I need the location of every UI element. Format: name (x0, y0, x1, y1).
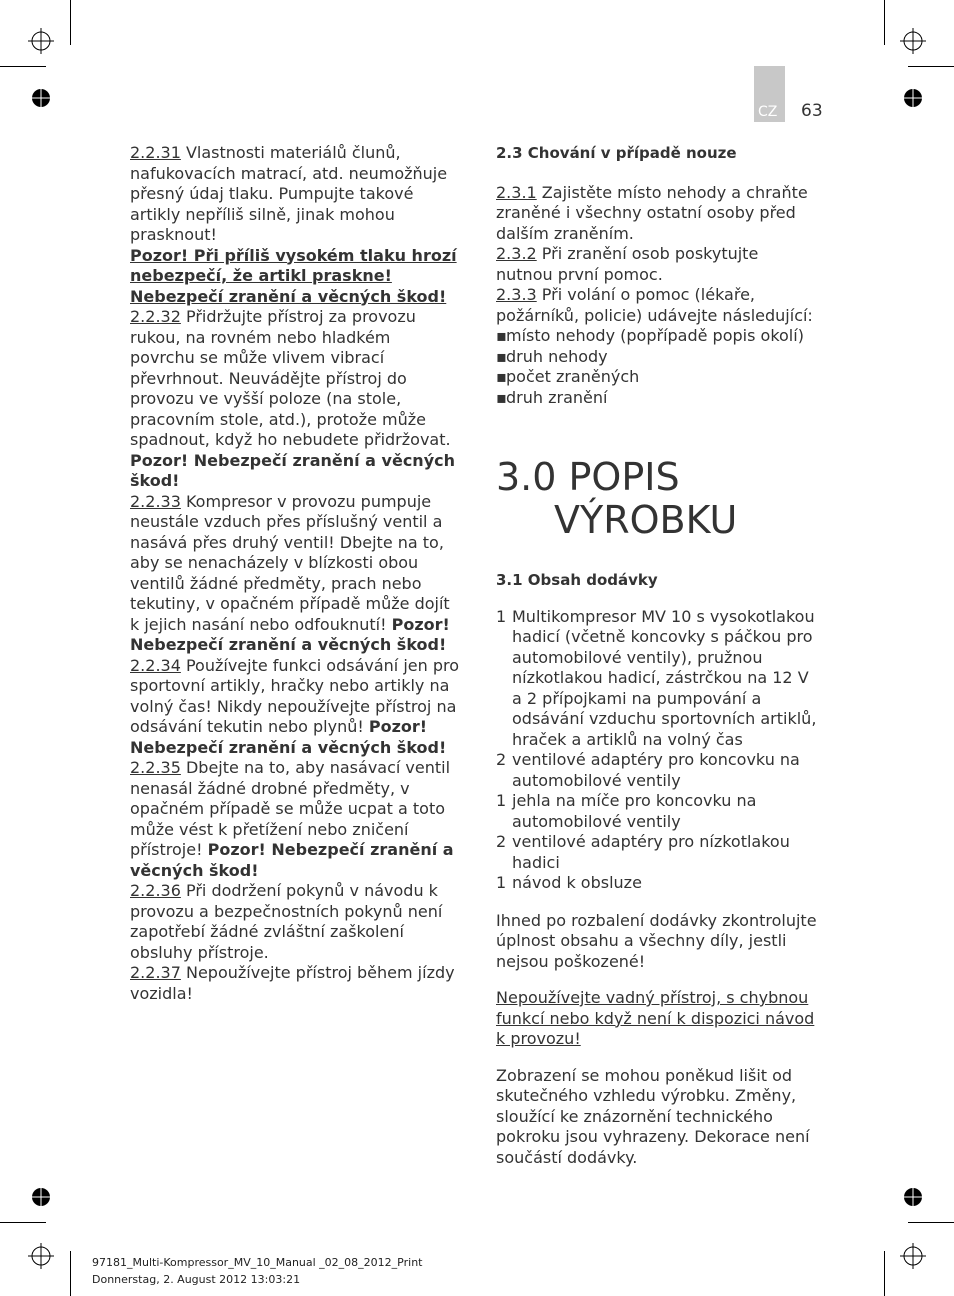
crop-mark (908, 1222, 954, 1223)
paragraph-2-3-1 (496, 183, 818, 245)
paragraph-2-2-34 (130, 656, 460, 759)
list-item (496, 607, 818, 751)
paragraph-text: Při volání o pomoc (lékaře, požárníků, policie) udávejte následující: (496, 285, 813, 325)
warning-text: Pozor! Nebezpečí zranění a věcných škod! (130, 840, 454, 880)
note-paragraph: Zobrazení se mohou poněkud lišit od skutečného vzhledu výrobku. Změny, sloužící ke znázornění technického pokroku jsou vyhrazeny. Dekorace není součástí dodávky. (496, 1065, 810, 1167)
section-number: 2.2.37 (130, 963, 181, 982)
bullet-icon: ▪ (496, 326, 507, 345)
section-number: 2.2.33 (130, 491, 181, 511)
quantity: 1 (496, 791, 507, 810)
paragraph-text: Přidržujte přístroj za provozu rukou, na rovném nebo hladkém povrchu se může vlivem vibrací převrhnout. Neuvádějte přístroj do provozu ve vyšší poloze (na stole, pracovním stole, atd.), protože může spadnout, když ho nebudete přidržovat. (130, 307, 451, 449)
paragraph-2-2-35 (130, 758, 460, 881)
chapter-title-line: VÝROBKU (554, 498, 738, 542)
warning-paragraph: Nepoužívejte vadný přístroj, s chybnou funkcí nebo když není k dispozici návod k provozu! (496, 988, 815, 1048)
registration-mark-icon (900, 1243, 926, 1269)
footer-date-line: Donnerstag, 2. August 2012 13:03:21 (92, 1273, 301, 1286)
crop-mark (884, 1251, 885, 1296)
emergency-bullet-list (496, 326, 818, 408)
quantity: 2 (496, 832, 507, 851)
chapter-title (496, 456, 818, 542)
crop-mark (884, 0, 885, 45)
quantity: 1 (496, 606, 507, 626)
paragraph-text: Dbejte na to, aby nasávací ventil nenasál žádné drobné předměty, v opačném případě se může ucpat a toto může vést k přetížení nebo zničení přístroje! (130, 758, 451, 859)
language-tab (754, 66, 785, 122)
paragraph-2-3-2 (496, 244, 818, 285)
list-item-text: Multikompresor MV 10 s vysokotlakou hadicí (včetně koncovky s páčkou pro automobilové ventily), pružnou nízkotlakou hadicí, zástrčkou na 12 V a 2 přípojkami na pumpování a odsávání vzduchu sportovních artiklů, hraček a artiklů na volný čas (512, 606, 817, 749)
warning-text: Pozor! Nebezpečí zranění a věcných škod! (130, 450, 455, 490)
registration-dot-icon (30, 1186, 52, 1208)
paragraph-2-2-37 (130, 963, 460, 1004)
section-number: 2.2.32 (130, 307, 181, 326)
paragraph-2-2-32 (130, 307, 460, 492)
registration-dot-icon (902, 87, 924, 109)
right-column (496, 143, 818, 1168)
left-column (130, 143, 460, 1004)
list-item (496, 367, 818, 388)
crop-mark (0, 1222, 46, 1223)
list-item-text: druh nehody (506, 346, 608, 366)
section-number: 2.3.1 (496, 182, 537, 202)
section-number: 2.3.3 (496, 285, 537, 304)
paragraph-2-2-36 (130, 881, 460, 963)
paragraph-text: Při zranění osob poskytujte nutnou první pomoc. (496, 244, 759, 284)
crop-mark (908, 66, 954, 67)
paragraph-2-2-31 (130, 143, 460, 246)
registration-dot-icon (902, 1186, 924, 1208)
paragraph-text: Nepoužívejte přístroj během jízdy vozidla! (130, 963, 455, 1003)
paragraph-text: Zajistěte místo nehody a chraňte zraněné i všechny ostatní osoby před dalším zraněním. (496, 182, 808, 243)
paragraph-text: Používejte funkci odsávání jen pro sportovní artikly, hračky nebo artikly na volný čas! Nikdy nepoužívejte přístroj na odsávání tekutin nebo plynů! (130, 655, 460, 736)
section-heading-contents: 3.1 Obsah dodávky (496, 571, 658, 589)
list-item-text: návod k obsluze (512, 873, 642, 892)
warning-text: Pozor! Při příliš vysokém tlaku hrozí nebezpečí, že artikl praskne! Nebezpečí zranění a věcných škod! (130, 245, 457, 306)
page-number: 63 (801, 101, 823, 121)
contents-list (496, 607, 818, 894)
language-code: CZ (758, 104, 778, 120)
section-number: 2.2.35 (130, 758, 181, 777)
list-item (496, 873, 818, 894)
warning-text: Pozor! Nebezpečí zranění a věcných škod! (130, 717, 447, 757)
section-number: 2.3.2 (496, 244, 537, 263)
registration-mark-icon (28, 28, 54, 54)
paragraph-text: Vlastnosti materiálů člunů, nafukovacích matrací, atd. neumožňuje přesný údaj tlaku. Pumpujte takové artikly nepříliš silně, jinak mohou prasknout! (130, 143, 448, 244)
warning-text: Pozor! Nebezpečí zranění a věcných škod! (130, 614, 450, 654)
list-item-text: počet zraněných (506, 367, 640, 386)
print-footer (92, 1254, 422, 1288)
registration-mark-icon (28, 1243, 54, 1269)
footer-file-line: 97181_Multi-Kompressor_MV_10_Manual _02_08_2012_Print (92, 1256, 423, 1269)
registration-mark-icon (900, 28, 926, 54)
section-number: 2.2.34 (130, 655, 181, 675)
paragraph-2-3-3 (496, 285, 818, 326)
section-number: 2.2.36 (130, 881, 181, 900)
list-item-text: ventilové adaptéry pro koncovku na automobilové ventily (512, 750, 800, 790)
chapter-title-line: 3.0 POPIS (496, 455, 680, 499)
paragraph-text: Při dodržení pokynů v návodu k provozu a bezpečnostních pokynů není zapotřebí žádné zvláštní zaškolení obsluhy přístroje. (130, 881, 443, 962)
bullet-icon: ▪ (496, 346, 507, 366)
quantity: 1 (496, 873, 507, 892)
list-item-text: jehla na míče pro koncovku na automobilové ventily (512, 791, 757, 831)
section-heading-emergency: 2.3 Chování v případě nouze (496, 144, 737, 162)
crop-mark (0, 66, 46, 67)
list-item (496, 388, 818, 409)
quantity: 2 (496, 750, 507, 769)
registration-dot-icon (30, 87, 52, 109)
list-item (496, 347, 818, 368)
list-item (496, 791, 818, 832)
list-item (496, 326, 818, 347)
section-number: 2.2.31 (130, 143, 181, 162)
list-item (496, 832, 818, 873)
check-paragraph: Ihned po rozbalení dodávky zkontrolujte úplnost obsahu a všechny díly, jestli nejsou poškozené! (496, 910, 817, 971)
paragraph-2-2-33 (130, 492, 460, 656)
paragraph-text: Kompresor v provozu pumpuje neustále vzduch přes příslušný ventil a nasává přes druhý ventil! Dbejte na to, aby se nenacházely v blízkosti obou ventilů žádné předměty, prach nebo tekutiny, v opačném případě může dojít k jejich nasání nebo odfouknutí! (130, 491, 450, 634)
crop-mark (70, 0, 71, 45)
list-item-text: ventilové adaptéry pro nízkotlakou hadici (512, 832, 790, 872)
bullet-icon: ▪ (496, 387, 507, 407)
list-item-text: místo nehody (popřípadě popis okolí) (506, 326, 804, 345)
bullet-icon: ▪ (496, 367, 507, 386)
list-item (496, 750, 818, 791)
crop-mark (70, 1251, 71, 1296)
list-item-text: druh zranění (506, 387, 608, 407)
